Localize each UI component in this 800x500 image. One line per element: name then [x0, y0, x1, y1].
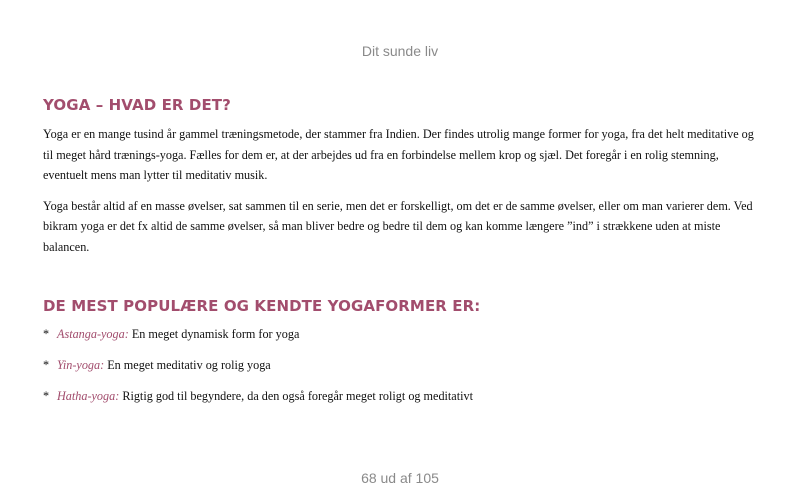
list-item-term: Hatha-yoga:: [57, 389, 120, 403]
bullet-marker: *: [43, 327, 50, 341]
list-item: [43, 388, 763, 405]
paragraph: Yoga er en mange tusind år gammel træningsmetode, der stammer fra Indien. Der findes utrolig mange former for yoga, fra det helt meditative og til meget hård trænings-yoga. Fælles for dem er, at der arbejdes ud fra en forbindelse mellem krop og sjæl. Det foregår i en rolig stemning, eventuelt mens man lytter til meditativ musik.: [43, 127, 754, 182]
section-heading-yoga-forms: DE MEST POPULÆRE OG KENDTE YOGAFORMER ER:: [43, 297, 481, 315]
list-item-description: Rigtig god til begyndere, da den også foregår meget roligt og meditativt: [122, 389, 473, 403]
list-item-term: Yin-yoga:: [57, 358, 105, 372]
list-item-description: En meget meditativ og rolig yoga: [107, 358, 271, 372]
book-title: Dit sunde liv: [361, 43, 439, 59]
bullet-marker: *: [43, 389, 50, 403]
list-item-description: En meget dynamisk form for yoga: [131, 327, 300, 341]
list-item: [43, 357, 763, 374]
section-heading-yoga: YOGA – HVAD ER DET?: [43, 96, 231, 114]
paragraph: Yoga består altid af en masse øvelser, sat sammen til en serie, men det er forskelligt, om det er de samme øvelser, eller om man varierer dem. Ved bikram yoga er det fx altid de samme øvelser, så man bliver bedre og bedre til dem og kan komme længere ”ind” i strækkene uden at miste balancen.: [43, 198, 753, 254]
list-item-term: Astanga-yoga:: [57, 327, 129, 341]
bullet-marker: *: [43, 358, 50, 372]
list-item: [43, 326, 763, 343]
page-indicator: 68 ud af 105: [361, 470, 439, 486]
page-content: [43, 96, 763, 419]
